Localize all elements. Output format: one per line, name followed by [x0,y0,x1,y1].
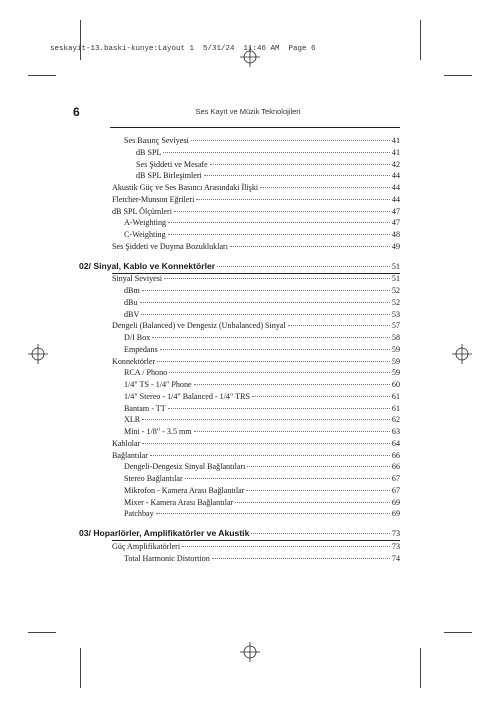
toc-leader-dots [157,361,390,362]
toc-entry [112,241,400,252]
toc-entry-label: Güç Amplifikatörleri [112,541,181,551]
toc-entry-page: 59 [391,344,400,354]
toc-chapter-entry [79,261,400,272]
registration-mark-bottom [240,642,260,662]
toc-entry [124,461,400,472]
toc-entry-label: dBV [124,309,140,319]
toc-entry [112,273,400,284]
toc-entry-label: Ses Şiddeti ve Duyma Bozuklukları [112,241,228,251]
toc-entry-page: 61 [391,403,400,413]
toc-entry-label: Mini - 1/8" - 3.5 mm [124,427,192,436]
toc-entry-page: 51 [391,274,400,284]
toc-leader-dots [260,187,390,188]
toc-entry-page: 63 [391,427,400,436]
toc-leader-dots [288,325,390,326]
toc-leader-dots [217,266,390,267]
toc-entry-label: dBu [124,297,138,307]
toc-entry-page: 44 [391,194,400,204]
toc-entry [112,182,400,193]
toc-leader-dots [230,246,390,247]
toc-entry-page: 59 [391,356,400,366]
toc-leader-dots [210,164,390,165]
toc-leader-dots [168,234,390,235]
toc-entry [112,206,400,217]
toc-entry-label: Empedans [124,344,158,354]
toc-entry [124,426,400,437]
toc-entry-page: 44 [391,183,400,192]
toc-entry-label: D/I Box [124,333,151,342]
page-header [73,105,423,125]
toc-entry [124,508,400,519]
toc-entry [124,135,400,146]
toc-entry-label: Stereo Bağlantılar [124,474,183,483]
registration-mark-top [240,47,260,67]
toc-entry-page: 42 [391,159,400,169]
toc-entry [112,541,400,552]
toc-entry-label: dB SPL Ölçümleri [112,206,172,216]
running-title: Ses Kayıt ve Müzik Teknolojileri [195,107,301,116]
toc-leader-dots [142,419,390,420]
toc-entry-page: 69 [391,497,400,507]
toc-entry-page: 48 [391,230,400,239]
print-slug: seskayit-13.baski-kunye:Layout 1 5/31/24 11:46 AM Page 6 [50,45,316,53]
toc-entry-page: 66 [391,450,400,460]
toc-entry-page: 61 [391,391,400,401]
toc-entry-page: 74 [391,553,400,563]
toc-leader-dots [191,140,390,141]
toc-entry-page: 41 [391,136,400,145]
toc-leader-dots [182,546,390,547]
toc-leader-dots [246,490,389,491]
toc-leader-dots [142,443,390,444]
toc-leader-dots [164,278,390,279]
toc-entry-label: Total Harmonic Distortion [124,553,210,563]
toc-entry-page: 62 [391,415,400,425]
toc-leader-dots [247,466,390,467]
toc-entry [124,414,400,425]
toc-leader-dots [252,396,390,397]
toc-entry [124,367,400,378]
toc-entry-label: Dengeli (Balanced) ve Dengesiz (Unbalanced) Sinyal [112,321,286,331]
toc-entry-label: Ses Basınç Seviyesi [124,136,189,145]
toc-entry-label: Konnektörler [112,356,156,366]
toc-entry-label: Mikrofon - Kamera Arası Bağlantılar [124,485,245,495]
toc-entry [136,147,400,158]
toc-leader-dots [163,152,389,153]
toc-leader-dots [185,478,390,479]
toc-entry [112,356,400,367]
toc-leader-dots [251,533,390,534]
toc-entry-label: 1/4" TS - 1/4" Phone [124,380,192,389]
toc-entry [124,497,400,508]
toc-entry-page: 57 [391,321,400,331]
toc-entry-page: 58 [391,333,400,342]
toc-leader-dots [152,337,390,338]
toc-entry-label: Dengeli-Dengesiz Sinyal Bağlantıları [124,462,246,472]
toc-leader-dots [235,502,390,503]
toc-entry-page: 49 [391,241,400,251]
toc-entry [112,450,400,461]
registration-mark-right [452,344,472,364]
toc-entry-label: C-Weighting [124,230,166,239]
toc-entry-label: dB SPL [136,147,162,157]
toc-entry [124,473,400,484]
toc-leader-dots [142,290,390,291]
toc-entry [136,159,400,170]
toc-leader-dots [168,408,390,409]
toc-entry [124,403,400,414]
toc-entry-label: dB SPL Birleşimleri [136,171,202,181]
toc-leader-dots [150,455,390,456]
toc-entry-label: Bantam - TT [124,403,166,413]
toc-entry-label: Sinyal Seviyesi [112,274,163,284]
toc-leader-dots [141,314,390,315]
toc-entry [112,194,400,205]
toc-entry-page: 52 [391,286,400,295]
toc-entry-label: Fletcher-Munson Eğrileri [112,194,195,204]
toc-entry [124,485,400,496]
registration-mark-left [28,344,48,364]
header-rule [110,127,400,128]
toc-entry [112,438,400,449]
toc-entry-page: 69 [391,509,400,519]
toc-entry-page: 66 [391,462,400,472]
toc-entry-page: 41 [391,147,400,157]
toc-entry [124,379,400,390]
toc-entry [124,297,400,308]
toc-leader-dots [204,175,390,176]
toc-leader-dots [168,222,390,223]
toc-entry [124,229,400,240]
toc-entry [136,170,400,181]
toc-entry [112,320,400,331]
toc-entry-label: 02/ Sinyal, Kablo ve Konnektörler [79,260,216,271]
toc-leader-dots [194,384,390,385]
toc-entry-label: Patchbay [124,509,154,519]
toc-entry-label: Bağlantılar [112,450,148,460]
toc-entry-page: 64 [391,438,400,448]
toc-entry-page: 59 [391,368,400,378]
toc-entry-page: 67 [391,485,400,495]
toc-entry-label: RCA / Phono [124,368,168,378]
page-number: 6 [73,105,80,119]
toc-entry-label: Ses Şiddeti ve Mesafe [136,159,208,169]
toc-entry-page: 53 [391,309,400,319]
toc-entry-label: Akustik Güç ve Ses Basıncı Arasındaki İlişki [112,183,259,192]
toc-leader-dots [160,349,390,350]
toc-entry [124,309,400,320]
toc-leader-dots [140,302,390,303]
toc-entry-label: Kablolar [112,438,141,448]
toc-leader-dots [169,372,390,373]
toc-entry-page: 67 [391,474,400,483]
toc-entry [124,217,400,228]
toc-leader-dots [194,431,390,432]
toc-entry-page: 47 [391,218,400,228]
toc-entry [124,332,400,343]
toc-entry-page: 44 [391,171,400,181]
toc-entry-label: Mixer - Kamera Arası Bağlantılar [124,497,234,507]
toc-entry [124,553,400,564]
toc-entry [124,344,400,355]
toc-entry-page: 73 [391,541,400,551]
toc-entry-label: 03/ Hoparlörler, Amplifikatörler ve Akustik [79,528,250,538]
toc-entry-page: 52 [391,297,400,307]
toc-entry-page: 51 [391,261,400,271]
toc-entry [124,285,400,296]
toc-entry-label: A-Weighting [124,218,167,228]
toc-entry-page: 73 [391,529,400,538]
toc-entry-page: 60 [391,380,400,389]
toc-entry-label: XLR [124,415,141,425]
toc-leader-dots [156,513,390,514]
toc-entry-label: 1/4" Stereo - 1/4" Balanced - 1/4" TRS [124,391,250,401]
toc-leader-dots [174,211,390,212]
toc-entry-label: dBm [124,286,140,295]
toc-entry [124,391,400,402]
toc-chapter-entry [79,528,400,539]
toc-leader-dots [212,558,390,559]
toc-leader-dots [196,199,390,200]
toc-entry-page: 47 [391,206,400,216]
